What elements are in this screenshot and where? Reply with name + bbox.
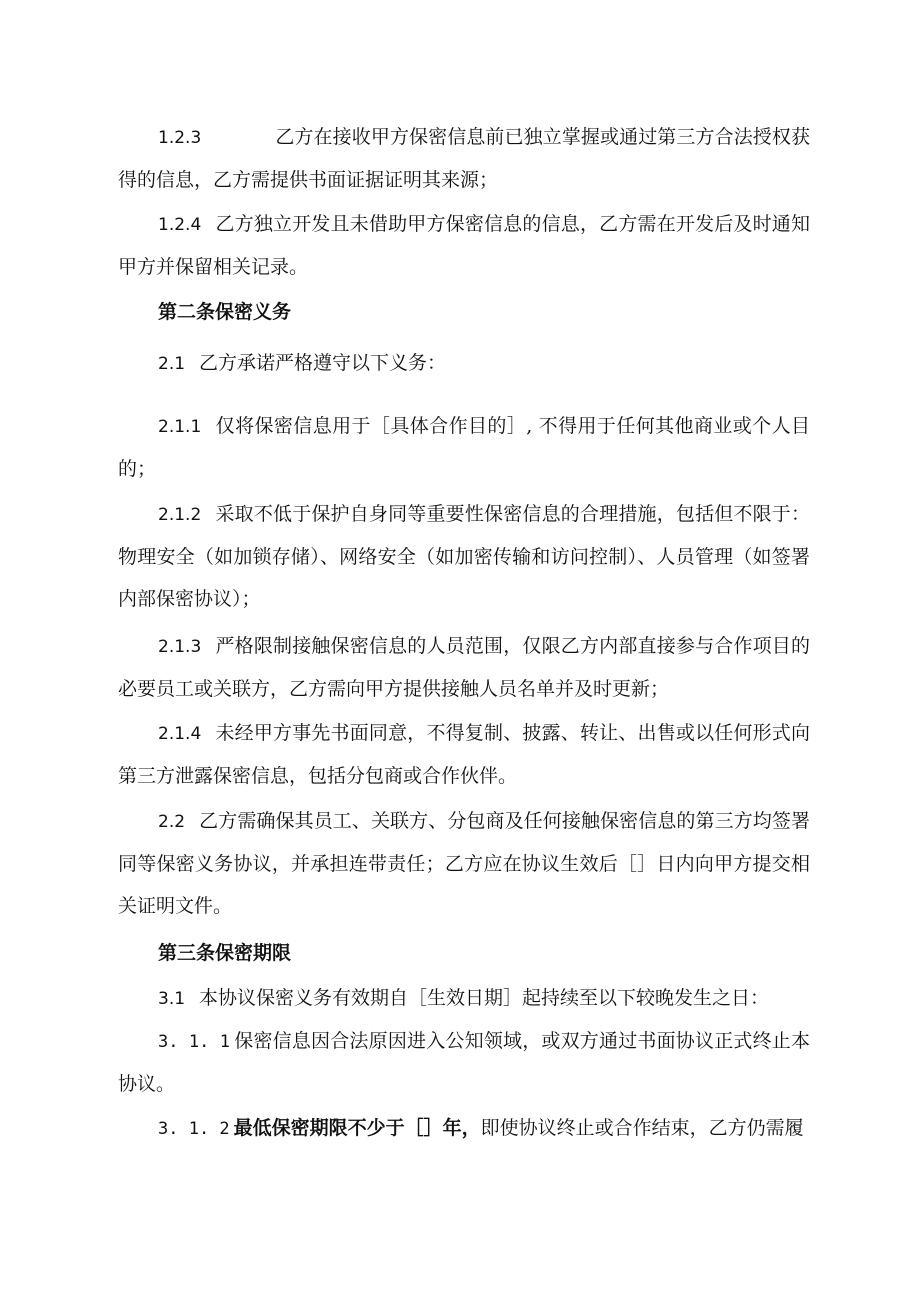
clause-text: 乙方需确保其员工、关联方、分包商及任何接触保密信息的第三方均签署同等保密义务协议，并承担连带责任；乙方应在协议生效后［］日内向甲方提交相关证明文件。 [118, 810, 810, 917]
clause-text: 采取不低于保护自身同等重要性保密信息的合理措施，包括但不限于：物理安全（如加锁存储）、网络安全（如加密传输和访问控制）、人员管理（如签署内部保密协议）； [118, 503, 810, 610]
clause-text: 仅将保密信息用于［具体合作目的］, 不得用于任何其他商业或个人目的； [118, 415, 810, 480]
clause-text: 乙方承诺严格遵守以下义务： [199, 352, 447, 374]
clause-2-1-1 [118, 405, 810, 490]
clause-text: 乙方独立开发且未借助甲方保密信息的信息，乙方需在开发后及时通知甲方并保留相关记录。 [118, 213, 810, 278]
clause-number: 2.1.4 [158, 724, 202, 744]
clause-text: 未经甲方事先书面同意，不得复制、披露、转让、出售或以任何形式向第三方泄露保密信息，包括分包商或合作伙伴。 [118, 722, 810, 787]
clause-bold-text: 最低保密期限不少于［］年， [233, 1117, 481, 1139]
clause-text: 本协议保密义务有效期自［生效日期］起持续至以下较晚发生之日： [199, 987, 770, 1009]
clause-text: 即使协议终止或合作结束，乙方仍需履 [480, 1117, 804, 1139]
clause-number: 2.2 [158, 812, 186, 832]
clause-2-1-2 [118, 493, 810, 620]
clause-2-1-3 [118, 625, 810, 710]
clause-text: 乙方在接收甲方保密信息前已独立掌握或通过第三方合法授权获得的信息，乙方需提供书面证据证明其来源； [118, 126, 810, 191]
article-3-heading: 第三条保密期限 [158, 942, 292, 964]
clause-number: 3.1 [158, 989, 186, 1009]
clause-number: 3. 1. 2 [158, 1119, 230, 1139]
clause-1-2-4 [118, 203, 810, 288]
clause-3-1-2 [118, 1107, 810, 1150]
clause-number: 2.1.1 [158, 417, 202, 437]
clause-text: 保密信息因合法原因进入公知领域，或双方通过书面协议正式终止本协议。 [118, 1030, 810, 1095]
clause-number: 1.2.3 [158, 128, 202, 148]
clause-number: 3. 1. 1 [158, 1032, 231, 1052]
article-2-heading: 第二条保密义务 [158, 301, 292, 323]
clause-text: 严格限制接触保密信息的人员范围，仅限乙方内部直接参与合作项目的必要员工或关联方，乙方需向甲方提供接触人员名单并及时更新； [118, 635, 810, 700]
clause-number: 2.1 [158, 354, 186, 374]
clause-3-1-1 [118, 1020, 810, 1105]
clause-2-2 [118, 800, 810, 927]
clause-2-1-4 [118, 712, 810, 797]
clause-2-1 [118, 342, 810, 385]
clause-number: 1.2.4 [158, 215, 202, 235]
clause-number: 2.1.2 [158, 505, 202, 525]
clause-1-2-3 [118, 116, 810, 201]
clause-number: 2.1.3 [158, 637, 202, 657]
clause-3-1 [118, 977, 810, 1020]
